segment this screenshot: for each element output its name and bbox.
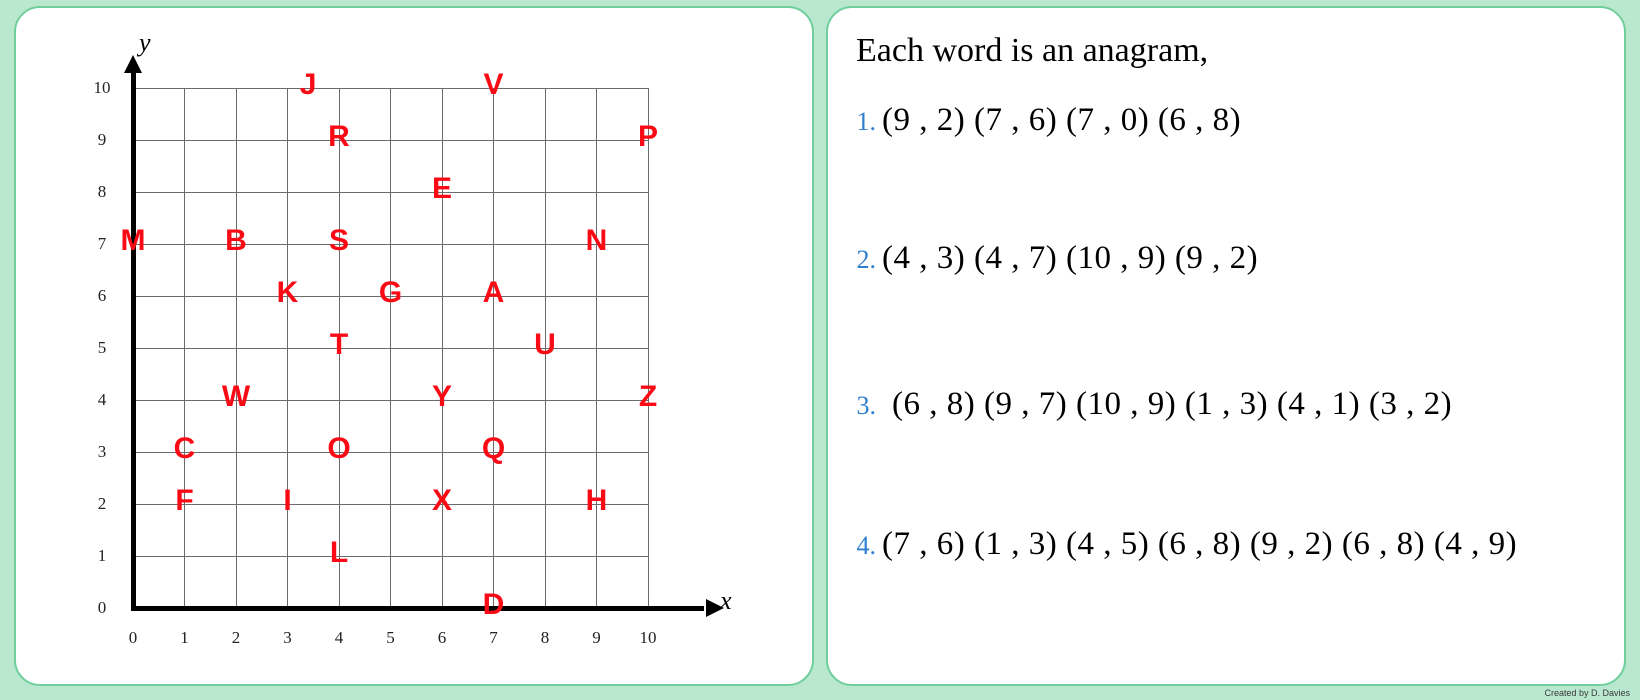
question-text-2: (4 , 3) (4 , 7) (10 , 9) (9 , 2) (882, 240, 1259, 276)
y-axis-tick-label: 10 (93, 78, 111, 97)
x-axis-tick-label: 8 (540, 628, 550, 647)
grid-line-horizontal (133, 504, 648, 505)
coordinate-grid (16, 8, 816, 688)
x-axis-tick-label: 2 (231, 628, 241, 647)
x-axis-tick-label: 4 (334, 628, 344, 647)
grid-line-horizontal (133, 400, 648, 401)
x-axis-tick-label: 1 (180, 628, 189, 647)
coordinate-grid-panel (14, 6, 814, 686)
y-axis-tick-label: 2 (97, 494, 107, 513)
x-axis (131, 606, 704, 611)
question-number-3: 3. (856, 391, 876, 420)
grid-line-horizontal (133, 192, 648, 193)
grid-point-letter: C (173, 432, 196, 465)
y-axis-tick-label: 1 (97, 546, 107, 565)
grid-line-horizontal (133, 140, 648, 141)
grid-point-letter: I (283, 484, 292, 517)
grid-point-letter: A (482, 276, 505, 309)
grid-point-letter: Z (638, 380, 658, 413)
questions-panel (826, 6, 1626, 686)
grid-point-letter: Y (431, 380, 452, 413)
grid-point-letter: G (378, 276, 403, 309)
grid-point-letter: V (483, 68, 504, 101)
prompt-text: Each word is an anagram, (856, 32, 1209, 69)
question-number-4: 4. (856, 531, 876, 560)
grid-point-letter: S (328, 224, 349, 257)
grid-point-letter: K (276, 276, 299, 309)
grid-line-horizontal (133, 348, 648, 349)
grid-point-letter: T (329, 328, 349, 361)
question-text-1: (9 , 2) (7 , 6) (7 , 0) (6 , 8) (882, 102, 1242, 138)
question-row-2 (842, 240, 1258, 277)
grid-line-horizontal (133, 244, 648, 245)
grid-point-letter: Q (481, 432, 506, 465)
grid-point-letter: B (225, 224, 247, 257)
grid-point-letter: J (299, 68, 317, 101)
question-row-3 (842, 386, 1452, 423)
grid-point-letter: D (482, 588, 505, 621)
x-axis-tick-label: 9 (592, 628, 601, 647)
grid-point-letter: N (585, 224, 608, 257)
grid-point-letter: X (431, 484, 452, 517)
grid-line-horizontal (133, 88, 648, 89)
grid-point-letter: O (327, 432, 351, 465)
x-axis-tick-label: 5 (386, 628, 395, 647)
x-axis-label: x (720, 586, 732, 615)
y-axis-tick-label: 0 (97, 598, 107, 617)
question-text-3: (6 , 8) (9 , 7) (10 , 9) (1 , 3) (4 , 1) (3 , 2) (892, 386, 1453, 422)
x-axis-tick-label: 3 (283, 628, 292, 647)
y-axis-tick-label: 5 (97, 338, 107, 357)
y-axis-tick-label: 6 (97, 286, 107, 305)
grid-point-letter: M (120, 224, 146, 257)
y-axis-tick-label: 4 (97, 390, 107, 409)
grid-point-letter: E (431, 172, 452, 205)
grid-point-letter: P (637, 120, 658, 153)
grid-point-letter: W (221, 380, 251, 413)
y-axis-tick-label: 9 (97, 130, 107, 149)
credit-text: Created by D. Davies (1544, 688, 1630, 698)
y-axis-tick-label: 3 (97, 442, 107, 461)
question-row-4 (842, 526, 1517, 563)
grid-line-horizontal (133, 556, 648, 557)
question-number-2: 2. (856, 245, 876, 274)
x-axis-tick-label: 10 (639, 628, 657, 647)
y-axis-tick-label: 8 (97, 182, 107, 201)
grid-point-letter: F (175, 484, 194, 517)
grid-point-letter: U (534, 328, 556, 361)
grid-point-letter: H (585, 484, 608, 517)
y-axis-tick-label: 7 (97, 234, 107, 253)
grid-point-letter: L (329, 536, 349, 569)
x-axis-tick-label: 6 (437, 628, 447, 647)
grid-line-horizontal (133, 452, 648, 453)
y-axis-label: y (139, 28, 151, 57)
question-row-1 (842, 102, 1241, 139)
question-number-1: 1. (856, 107, 876, 136)
y-axis (131, 72, 136, 610)
x-axis-tick-label: 7 (489, 628, 498, 647)
grid-point-letter: R (328, 120, 350, 153)
x-axis-tick-label: 0 (128, 628, 138, 647)
question-text-4: (7 , 6) (1 , 3) (4 , 5) (6 , 8) (9 , 2) (6 , 8) (4 , 9) (882, 526, 1518, 562)
